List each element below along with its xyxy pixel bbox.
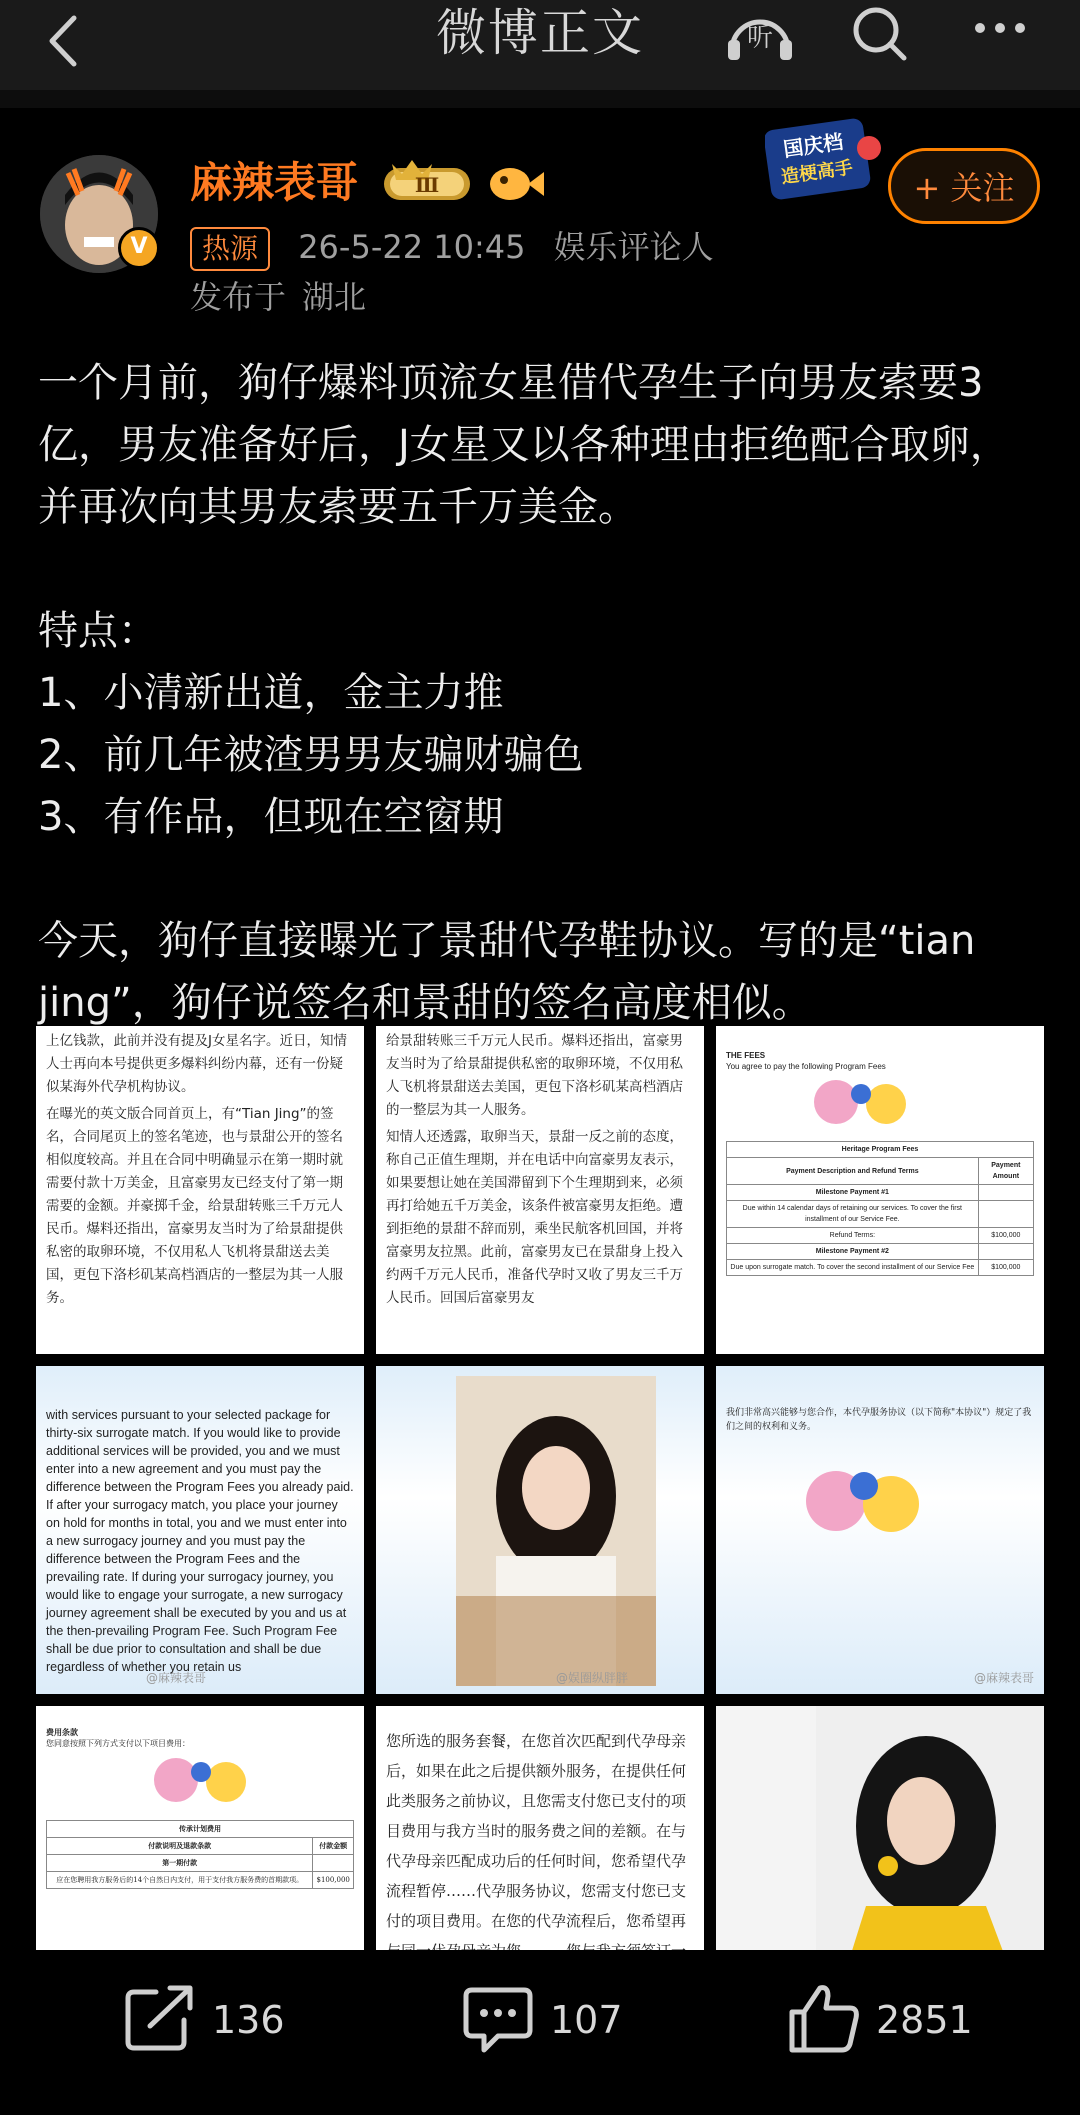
img7-heading: 费用条款 (46, 1727, 78, 1737)
article-screenshot (36, 1026, 364, 1354)
watermark: @麻辣表哥 (973, 1671, 1034, 1685)
img6-text: 我们非常高兴能够与您合作，本代孕服务协议（以下简称"本协议"）规定了我们之间的权利和义务。 (726, 1408, 1032, 1432)
level-badges (380, 158, 560, 208)
feature-item-2: 2、前几年被渣男男友骗财骗色 (38, 732, 584, 778)
top-bar (0, 0, 1080, 90)
image-thumb-3[interactable] (716, 1026, 1044, 1354)
image-thumb-1[interactable] (36, 1026, 364, 1354)
contract-screenshot (716, 1026, 1044, 1354)
img7-row1-title: 第一期付款 (47, 1855, 313, 1872)
img1-paragraph-1: 上亿钱款，此前并没有提及J女星名字。近日，知情人士再向本号提供更多爆料纠纷内幕，还有一份疑似某海外代孕机构协议。 (46, 1033, 347, 1095)
action-bar (0, 1950, 1080, 2115)
avatar[interactable] (40, 155, 158, 273)
contract-screenshot (36, 1366, 364, 1694)
comment-button[interactable] (458, 1978, 678, 2068)
location-value: 湖北 (302, 278, 367, 316)
location-row (190, 272, 382, 318)
img3-heading: THE FEES (726, 1051, 766, 1060)
article-screenshot (376, 1026, 704, 1354)
promo-text-2: 造梗高手 (779, 157, 855, 189)
post-timestamp: 26-5-22 10:45 (298, 228, 526, 266)
search-icon[interactable] (840, 0, 920, 70)
img1-paragraph-2: 在曝光的英文版合同首页上，有“Tian Jing”的签名，合同尾页上的签名笔迹，也与景甜公开的签名相似度较高。并且在合同中明确显示在第一期时就需要付款十万美金，且富豪男友已经支付了第一期需要的金额。并豪掷千金，给景甜转账三千万元人民币。爆料还指出，富豪男友当时为了给景甜提供私密的取卵环境，不仅用私人飞机将景甜送去美国，更包下洛杉矶某高档酒店的一整层为其一人服务。 (46, 1106, 343, 1306)
meta-row (190, 222, 714, 271)
follow-button[interactable]: + 关注 (888, 148, 1040, 224)
promo-text-1: 国庆档 (781, 129, 845, 162)
feature-item-1: 1、小清新出道，金主力推 (38, 670, 504, 716)
post-paragraph-2: 今天，狗仔直接曝光了景甜代孕鞋协议。写的是“tian jing”，狗仔说签名和景甜的签名高度相似。 (38, 918, 976, 1026)
img3-row1-text: Due within 14 calendar days of retaining our services. To cover the first installment of our Service Fee. (727, 1201, 979, 1228)
img3-intro: You agree to pay the following Program Fees (726, 1062, 886, 1071)
comment-icon (458, 1978, 538, 2058)
published-at-label: 发布于 (190, 278, 287, 316)
fees-table (726, 1141, 1034, 1276)
img3-col-desc: Payment Description and Refund Terms (727, 1158, 979, 1185)
img3-col-amount: Payment Amount (978, 1158, 1033, 1185)
image-thumb-6[interactable] (716, 1366, 1044, 1694)
like-count: 2851 (876, 1998, 973, 2042)
actress-photo (456, 1376, 656, 1686)
image-thumb-4[interactable] (36, 1366, 364, 1694)
header-divider (0, 90, 1080, 108)
like-button[interactable] (784, 1978, 1034, 2068)
img7-col-amount: 付款金额 (313, 1838, 354, 1855)
repost-count: 136 (212, 1998, 285, 2042)
comment-count: 107 (550, 1998, 623, 2042)
verified-badge: V (118, 227, 160, 269)
sticker-logo-icon (146, 1750, 266, 1810)
hot-source-tag[interactable]: 热源 (190, 227, 270, 271)
promo-mascot-icon (857, 136, 881, 160)
img3-refund-title: Refund Terms: (727, 1228, 979, 1244)
img2-paragraph-2: 知情人还透露，取卵当天，景甜一反之前的态度，称自己正值生理期，并在电话中向富豪男友表示，如果要想让她在美国滞留到下个生理期到来，必须再打给她五千万美金，该条件被富豪男友拒绝。遭到拒绝的景甜不辞而别，乘坐民航客机回国，并将富豪男友拉黑。此前，富豪男友已在景甜身上投入约两千万元人民币，准备代孕时又收了男友三千万人民币。回国后富豪男友 (386, 1129, 683, 1306)
level-badge-text: Ⅲ (414, 173, 440, 197)
more-icon[interactable] (960, 0, 1040, 70)
watermark: @麻辣表哥 (146, 1671, 207, 1685)
img7-intro: 您同意按照下列方式支付以下项目费用： (46, 1739, 190, 1748)
thumbs-up-icon (784, 1978, 864, 2058)
sticker-logo-icon (796, 1456, 936, 1546)
repost-icon (120, 1978, 200, 2058)
img3-row2-text: Due upon surrogate match. To cover the second installment of our Service Fee (727, 1260, 979, 1276)
feature-item-3: 3、有作品，但现在空窗期 (38, 794, 504, 840)
img3-row1-amount: $100,000 (978, 1228, 1033, 1244)
watermark: @娱圈纵胖胖 (556, 1671, 629, 1685)
post-body (38, 352, 1048, 1034)
img7-col-desc: 付款说明及退款条款 (47, 1838, 313, 1855)
portrait-icon (456, 1376, 656, 1686)
listen-icon[interactable] (720, 0, 800, 70)
img3-row2-title: Milestone Payment #2 (727, 1244, 979, 1260)
image-thumb-5[interactable] (376, 1366, 704, 1694)
crown-level-icon (384, 160, 470, 200)
page-title: 微博正文 (436, 4, 644, 62)
author-category: 娱乐评论人 (553, 228, 714, 266)
img3-table-title: Heritage Program Fees (727, 1142, 1034, 1158)
img7-table-title: 传承计划费用 (47, 1821, 354, 1838)
post-paragraph-1: 一个月前，狗仔爆料顶流女星借代孕生子向男友索要3亿，男友准备好后，J女星又以各种理由拒绝配合取卵，并再次向其男友索要五千万美金。 (38, 360, 1010, 530)
sticker-logo-icon (806, 1072, 926, 1132)
image-thumb-2[interactable] (376, 1026, 704, 1354)
img3-row1-title: Milestone Payment #1 (727, 1185, 979, 1201)
author-name[interactable]: 麻辣表哥 (190, 158, 359, 207)
features-title: 特点： (38, 608, 158, 654)
repost-button[interactable] (120, 1978, 340, 2068)
promo-sticker[interactable] (765, 118, 885, 208)
img4-text: with services pursuant to your selected package for thirty-six surrogate match. If you would like to provide additional services will be provided, you and we must enter into a new agreement and you must pay the difference between the Program Fees you already paid. If after your surrogacy match, you place your journey on hold for months in total, you and we must enter into a new surrogacy journey and you must pay the difference between the Program Fees and the prevailing rate. If during your surrogacy journey, you would like to engage your surrogate, a new surrogacy journey agreement shall be executed by you and us at the then-prevailing Program Fee. Such Program Fee shall be due prior to consultation and shall be due regardless of whether you retain us (46, 1408, 354, 1674)
img7-row1-amount: $100,000 (313, 1872, 354, 1889)
fish-badge-icon (490, 168, 544, 200)
img3-row2-amount: $100,000 (978, 1260, 1033, 1276)
img7-row1-text: 应在您聘用我方服务后的14个自然日内支付，用于支付我方服务费的首期款项。 (47, 1872, 313, 1889)
img2-paragraph-1: 给景甜转账三千万元人民币。爆料还指出，富豪男友当时为了给景甜提供私密的取卵环境，不仅用私人飞机将景甜送去美国，更包下洛杉矶某高档酒店的一整层为其一人服务。 (386, 1033, 683, 1118)
listen-label: 听 (746, 23, 774, 53)
fees-table-zh (46, 1820, 354, 1889)
img8-text: 您所选的服务套餐，在您首次匹配到代孕母亲后，如果在此之后提供额外服务，在提供任何此类服务之前协议，且您需支付您已支付的项目费用与我方当时的服务费之间的差额。在与代孕母亲匹配成功后的任何时间，您希望代孕流程暂停……代孕服务协议，您需支付您已支付的项目费用。在您的代孕流程后，您希望再 (386, 1732, 687, 1930)
